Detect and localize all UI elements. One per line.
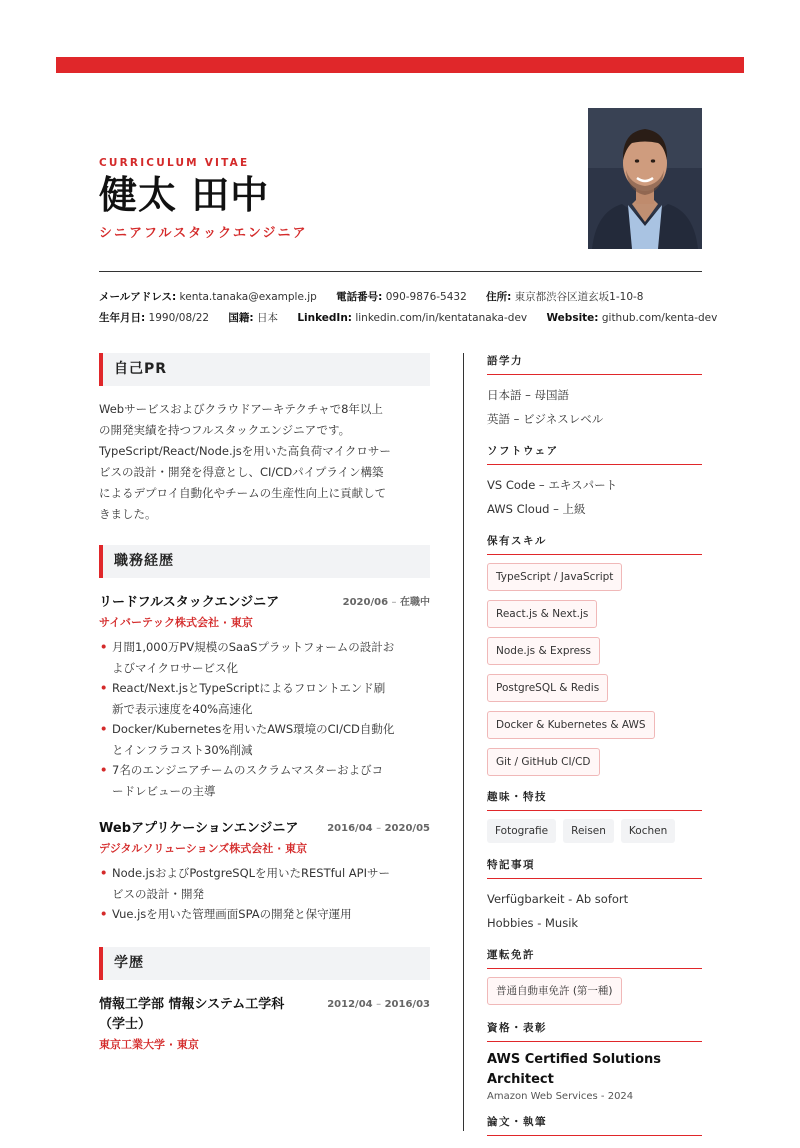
sidebar-heading: 趣味・特技	[487, 789, 702, 811]
license-tag: 普通自動車免許 (第一種)	[487, 977, 622, 1005]
pr-line: TypeScript/React/Node.jsを用いた高負荷マイクロサー	[99, 444, 391, 458]
resume-header	[99, 157, 569, 241]
license-section	[487, 947, 702, 1014]
list-item: • React/Next.jsとTypeScriptによるフロントエンド刷 新で表示速度を40%高速化	[99, 678, 430, 719]
list-item: • 月間1,000万PV規模のSaaSプラットフォームの設計お よびマイクロサービス化	[99, 637, 430, 678]
skills-section	[487, 533, 702, 785]
school-name: 東京工業大学 · 東京	[99, 1037, 199, 1051]
job-subtitle: シニアフルスタックエンジニア	[99, 226, 308, 241]
software-section	[487, 443, 702, 521]
certs-section	[487, 1020, 702, 1102]
sidebar-heading: 運転免許	[487, 947, 702, 969]
job-date: 2020/06 – 在職中	[342, 597, 430, 608]
languages-section	[487, 353, 702, 431]
sidebar-heading: 保有スキル	[487, 533, 702, 555]
list-item: Hobbies - Musik	[487, 916, 579, 930]
main-column	[99, 353, 430, 1052]
list-item: 日本語 – 母国語	[487, 388, 570, 402]
pr-line: Webサービスおよびクラウドアーキテクチャで8年以上	[99, 402, 383, 416]
pr-line: きました。	[99, 507, 157, 521]
pr-line: ビスの設計・開発を得意とし、CI/CDパイプライン構築	[99, 465, 384, 479]
job-bullets	[99, 637, 430, 801]
contact-phone: 電話番号: 090-9876-5432	[336, 291, 467, 303]
contact-linkedin: LinkedIn: linkedin.com/in/kentatanaka-dev	[297, 312, 528, 324]
hobby-chip: Fotografie	[487, 819, 556, 843]
pr-paragraph	[99, 399, 430, 525]
contact-nationality: 国籍: 日本	[228, 312, 278, 324]
sidebar-heading: 資格・表彰	[487, 1020, 702, 1042]
degree-title: 情報工学部 情報システム工学科 （学士）	[99, 996, 285, 1032]
section-heading-experience: 職務経歴	[99, 545, 430, 578]
job-entry	[99, 593, 430, 801]
job-company: デジタルソリューションズ株式会社 · 東京	[99, 842, 308, 855]
section-heading-pr: 自己PR	[99, 353, 430, 386]
contact-row-1	[99, 289, 709, 304]
list-item: • Vue.jsを用いた管理画面SPAの開発と保守運用	[99, 904, 430, 925]
list-item: 英語 – ビジネスレベル	[487, 412, 604, 426]
skill-tag: React.js & Next.js	[487, 600, 597, 628]
sidebar	[487, 353, 702, 1148]
profile-photo-illustration	[588, 108, 702, 249]
column-divider	[463, 353, 464, 1131]
job-entry	[99, 819, 430, 925]
papers-section	[487, 1114, 702, 1136]
job-company: サイバーテック株式会社 · 東京	[99, 616, 253, 629]
job-title: リードフルスタックエンジニア	[99, 595, 280, 610]
cert-issuer: Amazon Web Services - 2024	[487, 1091, 634, 1102]
list-item: • Node.jsおよびPostgreSQLを用いたRESTful APIサー ビスの設計・開発	[99, 863, 430, 904]
sidebar-heading: ソフトウェア	[487, 443, 702, 465]
profile-photo	[588, 108, 702, 249]
skill-tag: TypeScript / JavaScript	[487, 563, 622, 591]
contact-birthdate: 生年月日: 1990/08/22	[99, 312, 210, 324]
sidebar-heading: 特記事項	[487, 857, 702, 879]
list-item: • 7名のエンジニアチームのスクラムマスターおよびコ ードレビューの主導	[99, 760, 430, 801]
contact-address: 住所: 東京都渋谷区道玄坂1-10-8	[486, 291, 644, 303]
job-date: 2016/04 – 2020/05	[327, 823, 430, 834]
sidebar-heading: 論文・執筆	[487, 1114, 702, 1136]
list-item: Verfügbarkeit - Ab sofort	[487, 892, 629, 906]
hobby-chip: Kochen	[621, 819, 675, 843]
hobbies-section	[487, 789, 702, 851]
skill-tag: Docker & Kubernetes & AWS	[487, 711, 655, 739]
hobby-chip: Reisen	[563, 819, 614, 843]
education-date: 2012/04 – 2016/03	[327, 998, 430, 1010]
list-item: AWS Cloud – 上級	[487, 502, 586, 516]
job-bullets	[99, 863, 430, 925]
section-heading-education: 学歴	[99, 947, 430, 980]
job-title: Webアプリケーションエンジニア	[99, 821, 299, 836]
list-item: VS Code – エキスパート	[487, 478, 618, 492]
top-accent-bar	[56, 57, 744, 73]
pr-line: によるデプロイ自動化やチームの生産性向上に貢献して	[99, 486, 387, 500]
contact-row-2	[99, 310, 718, 325]
pr-line: の開発実績を持つフルスタックエンジニアです。	[99, 423, 351, 437]
list-item: • Docker/Kubernetesを用いたAWS環境のCI/CD自動化 とインフラコスト30%削減	[99, 719, 430, 760]
skill-tag: Node.js & Express	[487, 637, 600, 665]
sidebar-heading: 語学力	[487, 353, 702, 375]
cv-label: CURRICULUM VITAE	[99, 157, 250, 169]
skill-tag: PostgreSQL & Redis	[487, 674, 608, 702]
contact-email: メールアドレス: kenta.tanaka@example.jp	[99, 291, 317, 303]
header-rule	[99, 271, 702, 272]
contact-website: Website: github.com/kenta-dev	[546, 312, 718, 324]
cert-title: AWS Certified Solutions Architect	[487, 1052, 662, 1087]
education-entry	[99, 995, 430, 1052]
person-name: 健太 田中	[99, 173, 270, 217]
skill-tag: Git / GitHub CI/CD	[487, 748, 600, 776]
notes-section	[487, 857, 702, 935]
